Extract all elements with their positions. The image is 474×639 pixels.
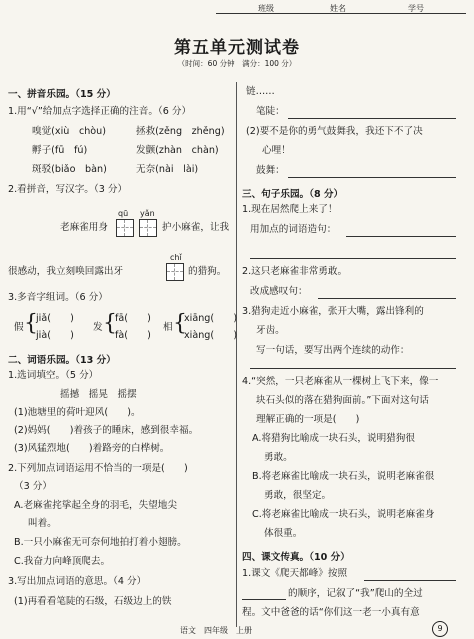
- r-text: 改成感叹句：: [250, 286, 308, 297]
- pinyin-yan: yǎn: [140, 209, 155, 218]
- r-option: C.将老麻雀比喻成一块石头，说明老麻雀身: [252, 509, 435, 520]
- r-text: 写一句话，要写出两个连续的动作：: [256, 345, 410, 356]
- write-box[interactable]: [116, 219, 134, 237]
- footer-text: 语文 四年级 上册: [180, 626, 252, 635]
- r-text: 3.猎狗走近小麻雀，张开大嘴，露出锋利的: [242, 306, 424, 317]
- q5-option-b: B.一只小麻雀无可奈何地拍打着小翅膀。: [14, 537, 187, 548]
- q1-item: 拯救(zěng zhěng): [136, 126, 225, 137]
- header-rule: [216, 13, 466, 14]
- brace-icon: {: [24, 311, 38, 336]
- q2-prompt: 2.看拼音，写汉字。（3 分）: [8, 184, 128, 195]
- r-text: 的顺序，记叙了“我”爬山的全过: [288, 588, 423, 599]
- r-option-cont: 勇敢。: [264, 452, 293, 463]
- section-text: 四、课文传真。（10 分）: [242, 552, 350, 563]
- r-option: A.将猎狗比喻成一块石头，说明猎狗很: [252, 433, 415, 444]
- answer-line[interactable]: [364, 580, 456, 581]
- brace-icon: {: [103, 311, 117, 336]
- answer-label: 鼓舞：: [256, 165, 285, 176]
- answer-line[interactable]: [288, 177, 456, 178]
- r-option-cont: 勇敢，很坚定。: [264, 490, 332, 501]
- q1-item: 孵子(fū fú): [32, 145, 88, 156]
- q3-char-xiang: 相: [163, 322, 173, 333]
- r-text: 用加点的词语造句：: [250, 224, 337, 235]
- r-text: 链……: [246, 86, 275, 97]
- pinyin-qu: qū: [118, 209, 129, 218]
- q2-line1a: 老麻雀用身: [60, 222, 108, 233]
- answer-line[interactable]: [250, 258, 456, 259]
- write-box[interactable]: [166, 263, 184, 281]
- section-words: 二、词语乐园。（13 分）: [8, 355, 116, 366]
- class-label: 班级: [258, 4, 274, 13]
- q4-prompt: 1.选词填空。（5 分）: [8, 370, 99, 381]
- answer-line[interactable]: [242, 599, 286, 600]
- column-divider: [236, 82, 237, 627]
- brace-icon: {: [173, 311, 187, 336]
- answer-line[interactable]: [346, 236, 456, 237]
- q4-item: (1)池塘里的荷叶迎风( )。: [14, 407, 141, 418]
- q3-prompt: 3.多音字组词。（6 分）: [8, 292, 108, 303]
- q2-line2b: 的猎狗。: [188, 266, 227, 277]
- q1-item: 发颤(zhàn chàn): [136, 145, 219, 156]
- r-text: 程。文中爸爸的话“你们这一老一小真有意: [242, 607, 420, 618]
- r-option-cont: 体很重。: [264, 528, 303, 539]
- id-label: 学号: [408, 4, 424, 13]
- r-text: 2.这只老麻雀非常勇敢。: [242, 266, 348, 277]
- r-text: 1.现在居然爬上来了！: [242, 204, 338, 215]
- q3-item: fā( ): [115, 313, 151, 324]
- q2-line2a: 很感动，我立刻唤回露出牙: [8, 266, 124, 277]
- answer-line[interactable]: [288, 118, 456, 119]
- q4-word-bank: 摇撼 摇晃 摇摆: [60, 389, 137, 400]
- answer-line[interactable]: [318, 298, 456, 299]
- r-text: 块石头似的落在猎狗面前。”下面对这句话: [256, 395, 429, 406]
- q1-item: 斑驳(biǎo bàn): [32, 164, 107, 175]
- page-number: [432, 621, 448, 637]
- q4-item: (2)妈妈( )着孩子的睡床，感到很幸福。: [14, 425, 199, 436]
- q1-item: 无奈(nài lài): [136, 164, 199, 175]
- q5-option-a: A.老麻雀挓挲起全身的羽毛，失望地尖: [14, 500, 177, 511]
- q4-item: (3)风猛烈地( )着路旁的白桦树。: [14, 443, 170, 454]
- name-label: 姓名: [330, 4, 346, 13]
- r-option: B.将老麻雀比喻成一块石头，说明老麻雀很: [252, 471, 435, 482]
- r-text: 理解正确的一项是( ): [256, 414, 360, 425]
- q5-option-c: C.我奋力向峰顶爬去。: [14, 556, 111, 567]
- r-text: 心哩！: [262, 145, 291, 156]
- q3-char-fa: 发: [93, 322, 103, 333]
- page-number-text: 9: [437, 624, 443, 633]
- q3-item: jiǎ( ): [36, 313, 74, 324]
- answer-line[interactable]: [250, 368, 456, 369]
- q3-item: xiāng( ): [184, 313, 238, 324]
- answer-label: 笔陡：: [256, 106, 285, 117]
- q1-prompt: 1.用“√”给加点字选择正确的注音。（6 分）: [8, 106, 192, 117]
- write-box[interactable]: [139, 219, 157, 237]
- section-pinyin: 一、拼音乐园。（15 分）: [8, 89, 116, 100]
- q3-item: fà( ): [115, 330, 151, 341]
- r-text: 4.“突然，一只老麻雀从一棵树上飞下来，像一: [242, 376, 439, 387]
- q6-item: (1)再看看笔陡的石级，石级边上的铁: [14, 596, 172, 607]
- section-sentences: 三、句子乐园。（8 分）: [242, 189, 344, 200]
- page-title: 第五单元测试卷: [174, 38, 300, 58]
- page-subtitle: （时间：60 分钟 满分：100 分）: [177, 59, 297, 68]
- q3-char-jia: 假: [14, 322, 24, 333]
- q5-option-a-cont: 叫着。: [28, 518, 57, 529]
- r-text: 牙齿。: [256, 325, 285, 336]
- q3-item: xiàng( ): [184, 330, 238, 341]
- r-text: (2)要不是你的勇气鼓舞我，我还下不了决: [246, 126, 423, 137]
- q5-prompt: 2.下列加点词语运用不恰当的一项是( ): [8, 463, 188, 474]
- q1-item: 嗅觉(xiù chòu): [32, 126, 106, 137]
- q5-score: （3 分）: [14, 481, 52, 492]
- r-text: 1.课文《爬天都峰》按照: [242, 568, 348, 579]
- q3-item: jià( ): [36, 330, 74, 341]
- pinyin-chi: chǐ: [170, 253, 182, 262]
- q6-prompt: 3.写出加点词语的意思。（4 分）: [8, 576, 147, 587]
- q2-line1b: 护小麻雀，让我: [162, 222, 230, 233]
